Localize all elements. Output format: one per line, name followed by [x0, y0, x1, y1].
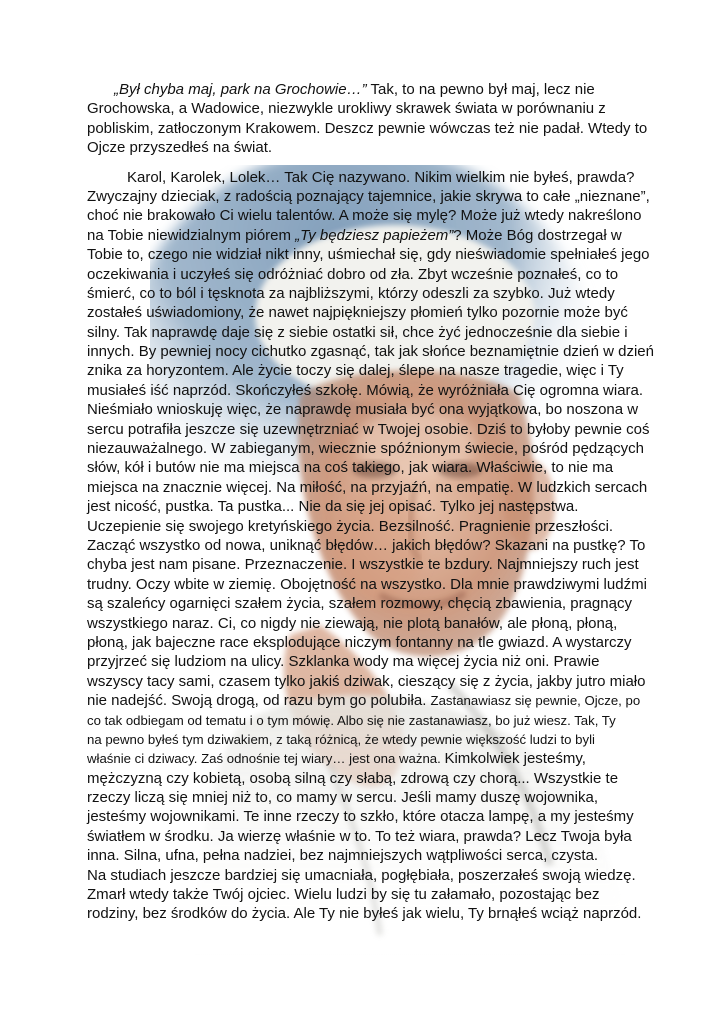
paragraph-4-line: inna. Silna, ufna, pełna nadziei, bez najmniejszych wątpliwości serca, czysta.	[87, 847, 599, 865]
paragraph-2-line: trudny. Oczy wbite w ziemię. Obojętność na wszystko. Dla mnie prawdziwymi ludźmi	[87, 575, 647, 593]
paragraph-4-line: światłem w środku. Ja wierzę właśnie w to. To też wiara, prawda? Lecz Twoja była	[87, 827, 632, 845]
paragraph-2-line: jest nicość, pustka. Ta pustka... Nie da się jej opisać. Tylko jej następstwa.	[87, 498, 579, 516]
paragraph-1	[87, 80, 647, 158]
paragraph-2-line: Uczepienie się swojego kretyńskiego życia. Bezsilność. Pragnienie przeszłości.	[87, 517, 614, 535]
opening-quote: „Był chyba maj, park na Grochowie…”	[114, 81, 367, 98]
paragraph-2-line: znika za horyzontem. Ale życie toczy się dalej, ślepe na nasze tragedie, więc i Ty	[87, 362, 624, 380]
paragraph-3-line-1: co tak odbiegam od tematu i o tym mówię. Albo się nie zastanawiasz, bo już wiesz. Tak, Ty	[87, 712, 616, 728]
paragraph-2-line: są szaleńcy ogarnięci szałem życia, szałem rozmowy, chęcią zbawienia, pragnący	[87, 595, 632, 613]
paragraph-2-line: chyba jest nam pisane. Przeznaczenie. I wszystkie te bzdury. Najmniejszy ruch jest	[87, 556, 639, 574]
paragraph-2-line-1: Karol, Karolek, Lolek… Tak Cię nazywano. Nikim wielkim nie byłeś, prawda?	[127, 168, 635, 186]
paragraph-4-line: rodziny, bez środków do życia. Ale Ty nie byłeś jak wielu, Ty brnąłeś wciąż naprzód.	[87, 905, 642, 923]
paragraph-2-line: zostałeś uświadomiony, że nawet najpiękniejszy płomień tylko pozornie może być	[87, 304, 628, 322]
paragraph-2	[87, 168, 654, 711]
paragraph-2-line: płoną, jak bajeczne race eksplodujące niczym fontanny na tle gwiazd. A wystarczy	[87, 633, 632, 651]
paragraph-2-line: niezauważalnego. W zabieganym, wiecznie spóźnionym świecie, pośród pędzących	[87, 440, 644, 458]
paragraph-2-last-line	[87, 691, 647, 710]
paragraph-3	[87, 711, 647, 769]
paragraph-2-line: sercu potrafiła jeszcze się uzewnętrzniać w Twojej osobie. Dziś to byłoby pewnie coś	[87, 420, 650, 438]
paragraph-2-line-4	[87, 226, 647, 245]
paragraph-4-line: mężczyzną czy kobietą, osobą silną czy słabą, zdrową czy chorą... Wszystkie te	[87, 769, 619, 787]
paragraph-1-line-1	[87, 80, 647, 99]
paragraph-1-line-1-rest: Tak, to na pewno był maj, lecz nie	[366, 81, 595, 98]
paragraph-1-line-4: Ojcze przyszedłeś na świat.	[87, 139, 273, 157]
paragraph-1-line-2: Grochowska, a Wadowice, niezwykle urokliwy skrawek świata w porównaniu z	[87, 100, 606, 118]
paragraph-4-line: rzeczy liczą się mniej niż to, co mamy w sercu. Jeśli mamy duszę wojownika,	[87, 789, 598, 807]
paragraph-3-line-3-small: właśnie ci dziwacy. Zaś odnośnie tej wiary… jest ona ważna.	[87, 751, 445, 767]
paragraph-2-line: miejsca na znacznie więcej. Na miłość, na przyjaźń, na empatię. W ludzkich sercach	[87, 478, 648, 496]
paragraph-2-line: Zacząć wszystko od nowa, uniknąć błędów… jakich błędów? Skazani na pustkę? To	[87, 536, 646, 554]
paragraph-2-line: silny. Tak naprawdę daje się z siebie ostatki sił, chce żyć jednocześnie dla siebie i	[87, 323, 628, 341]
paragraph-4-line: Na studiach jeszcze bardziej się umacniała, pogłębiała, poszerzałeś swoją wiedzę.	[87, 866, 636, 884]
paragraph-2-line: śmierć, co to ból i tęsknota za najbliższymi, którzy odeszli za szybko. Już wtedy	[87, 284, 615, 302]
paragraph-2-line: oczekiwania i uczyłeś się odróżniać dobro od zła. Zbyt wcześnie poznałeś, co to	[87, 265, 619, 283]
line-4-after: ? Może Bóg dostrzegał w	[453, 226, 622, 244]
paragraph-2-line: przyjrzeć się ludziom na ulicy. Szklanka wody ma więcej życia niż oni. Prawie	[87, 653, 600, 671]
paragraph-4-line: Zmarł wtedy także Twój ojciec. Wielu ludzi by się tu załamało, pozostając bez	[87, 886, 600, 904]
paragraph-2-line: Tobie to, czego nie widział nikt inny, uśmiechał się, gdy nieświadomie spełniałeś jego	[87, 246, 650, 264]
paragraph-2-line: słów, kół i butów nie ma miejsca na coś takiego, jak wiara. Właściwie, to nie ma	[87, 459, 614, 477]
paragraph-2-line: Nieśmiało wnioskuję więc, że naprawdę musiała być ona wyjątkowa, bo noszona w	[87, 401, 639, 419]
paragraph-3-line-3	[87, 749, 647, 768]
document-body	[87, 80, 654, 924]
paragraph-2-line: wszystkiego naraz. Ci, co nigdy nie ziewają, nie plotą banałów, ale płoną, płoną,	[87, 614, 618, 632]
paragraph-4	[87, 769, 647, 924]
paragraph-2-line: wszyscy tacy sami, czasem tylko jakiś dziwak, cieszący się z życia, jakby jutro miało	[87, 672, 646, 690]
paragraph-2-line-3: choć nie brakowało Ci wielu talentów. A może się mylę? Może już wtedy nakreślono	[87, 207, 642, 225]
paragraph-1-line-3: pobliskim, zatłoczonym Krakowem. Deszcz pewnie wówczas też nie padał. Wtedy to	[87, 119, 648, 137]
paragraph-2-line: innych. By pewniej nocy cichutko zgasnąć, tak jak słońce beznamiętnie dzień w dzień	[87, 343, 654, 361]
paragraph-3-line-2: na pewno byłeś tym dziwakiem, z taką różnicą, że wtedy pewnie większość ludzi to byli	[87, 731, 595, 747]
paragraph-2-line: musiałeś iść naprzód. Skończyłeś szkołę. Mówią, że wyróżniała Cię ogromna wiara.	[87, 381, 644, 399]
last-line-regular: nie nadejść. Swoją drogą, od razu bym go polubiła.	[87, 692, 431, 710]
line-4-before: na Tobie niewidzialnym piórem	[87, 226, 296, 244]
last-line-small: Zastanawiasz się pewnie, Ojcze, po	[430, 693, 641, 709]
italic-quote: „Ty będziesz papieżem”	[295, 226, 454, 244]
paragraph-2-line-2: Zwyczajny dzieciak, z radością poznający tajemnice, jakie skrywa to całe „nieznane”,	[87, 187, 650, 205]
paragraph-4-line: jesteśmy wojownikami. Te inne rzeczy to szkło, które otacza lampę, a my jesteśmy	[87, 808, 634, 826]
paragraph-3-line-3-rest: Kimkolwiek jesteśmy,	[444, 750, 586, 768]
